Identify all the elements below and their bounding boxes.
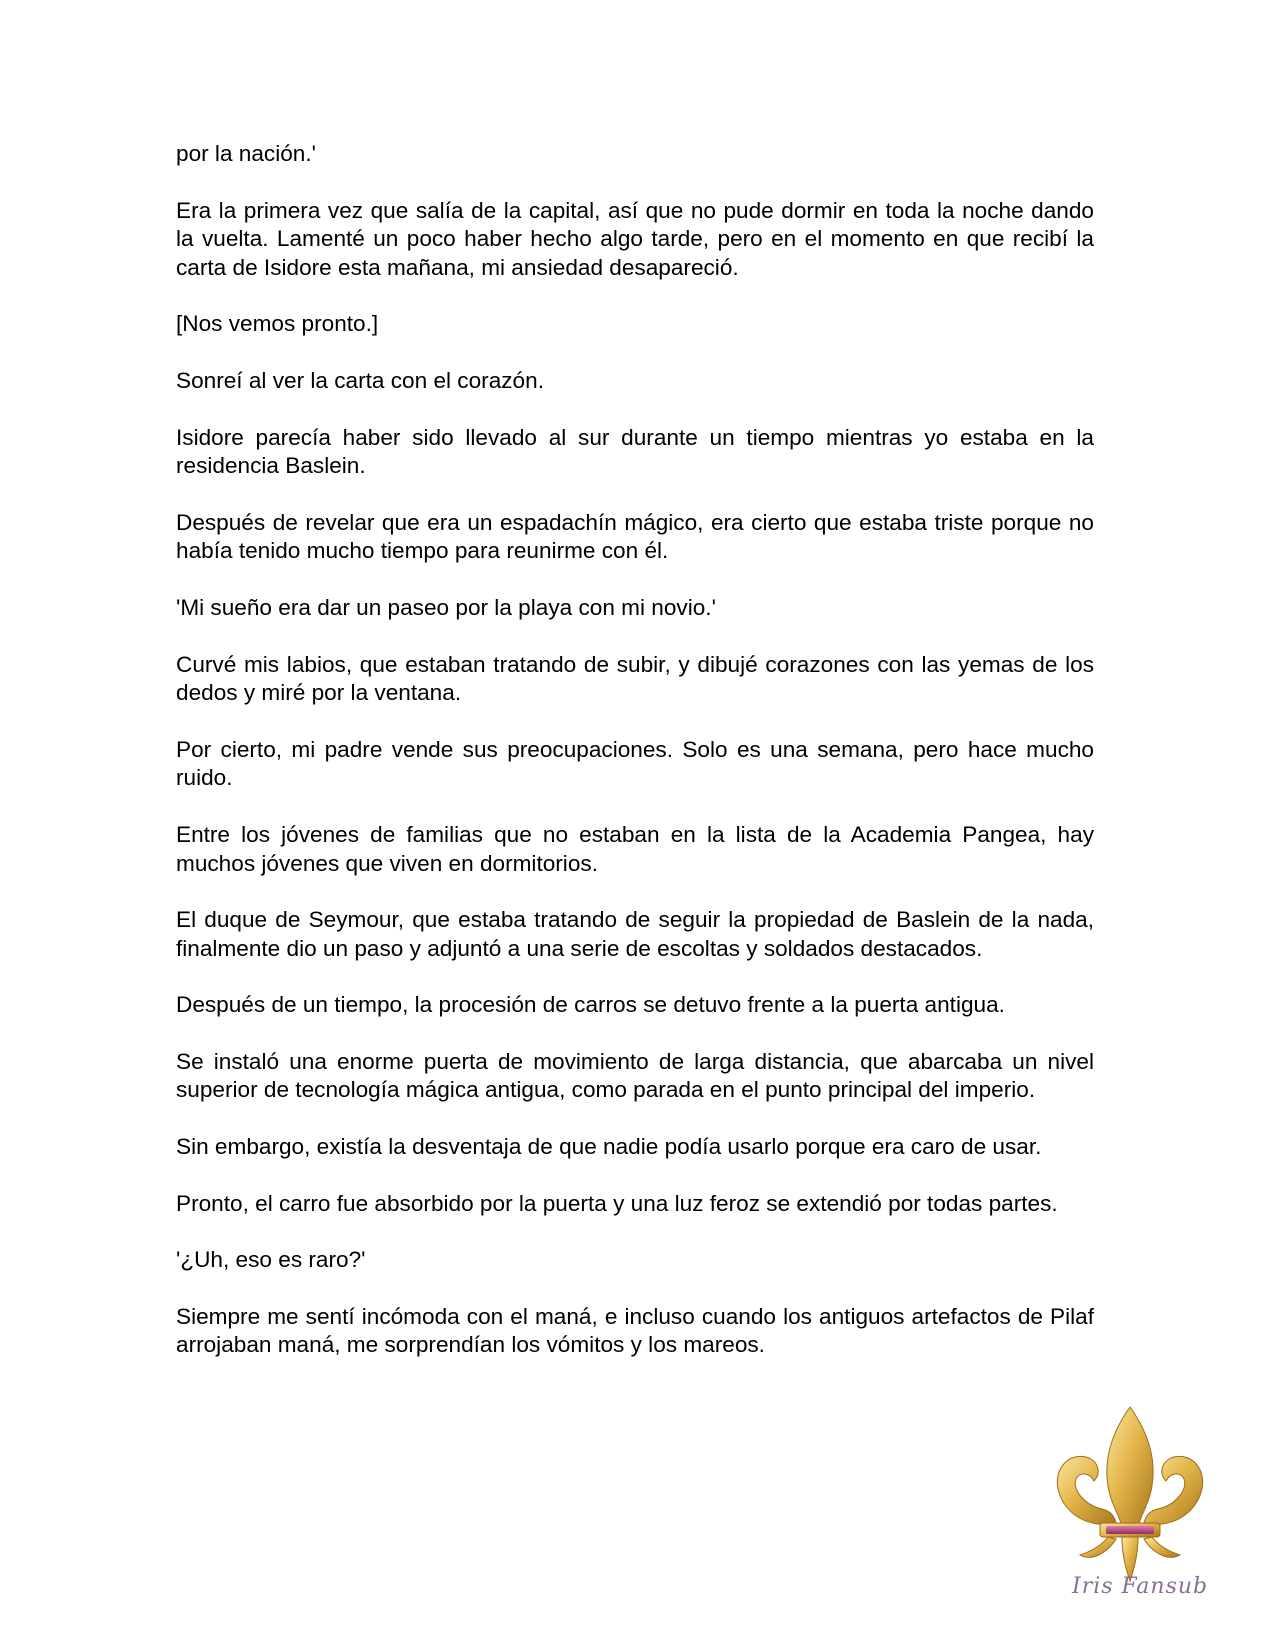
document-body — [176, 140, 1094, 1388]
paragraph: Por cierto, mi padre vende sus preocupaciones. Solo es una semana, pero hace mucho ruido. — [176, 736, 1094, 791]
paragraph: Después de un tiempo, la procesión de carros se detuvo frente a la puerta antigua. — [176, 992, 1005, 1018]
paragraph: Sonreí al ver la carta con el corazón. — [176, 367, 544, 393]
paragraph: Pronto, el carro fue absorbido por la puerta y una luz feroz se extendió por todas partes. — [176, 1190, 1058, 1216]
paragraph: por la nación.' — [176, 141, 316, 166]
paragraph: '¿Uh, eso es raro?' — [176, 1247, 366, 1273]
paragraph: Sin embargo, existía la desventaja de que nadie podía usarlo porque era caro de usar. — [176, 1134, 1042, 1160]
paragraph: Después de revelar que era un espadachín mágico, era cierto que estaba triste porque no había tenido mucho tiempo para reunirme con él. — [176, 509, 1094, 564]
paragraph: Isidore parecía haber sido llevado al sur durante un tiempo mientras yo estaba en la residencia Baslein. — [176, 424, 1094, 479]
paragraph: Curvé mis labios, que estaban tratando de subir, y dibujé corazones con las yemas de los dedos y miré por la ventana. — [176, 651, 1094, 706]
paragraph: Se instaló una enorme puerta de movimiento de larga distancia, que abarcaba un nivel superior de tecnología mágica antigua, como parada en el punto principal del imperio. — [176, 1048, 1094, 1103]
paragraph: Era la primera vez que salía de la capital, así que no pude dormir en toda la noche dando la vuelta. Lamenté un poco haber hecho algo tarde, pero en el momento en que recibí la carta de Isidore esta mañana, mi ansiedad desapareció. — [176, 197, 1094, 280]
signature: Iris Fansub — [1072, 1574, 1209, 1599]
paragraph: [Nos vemos pronto.] — [176, 311, 379, 337]
paragraph: Siempre me sentí incómoda con el maná, e incluso cuando los antiguos artefactos de Pilaf arrojaban maná, me sorprendían los vómitos y los mareos. — [176, 1303, 1094, 1358]
paragraph: 'Mi sueño era dar un paseo por la playa con mi novio.' — [176, 594, 716, 620]
paragraph: El duque de Seymour, que estaba tratando de seguir la propiedad de Baslein de la nada, finalmente dio un paso y adjuntó a una serie de escoltas y soldados destacados. — [176, 907, 1094, 961]
paragraph: Entre los jóvenes de familias que no estaban en la lista de la Academia Pangea, hay muchos jóvenes que viven en dormitorios. — [176, 821, 1094, 876]
